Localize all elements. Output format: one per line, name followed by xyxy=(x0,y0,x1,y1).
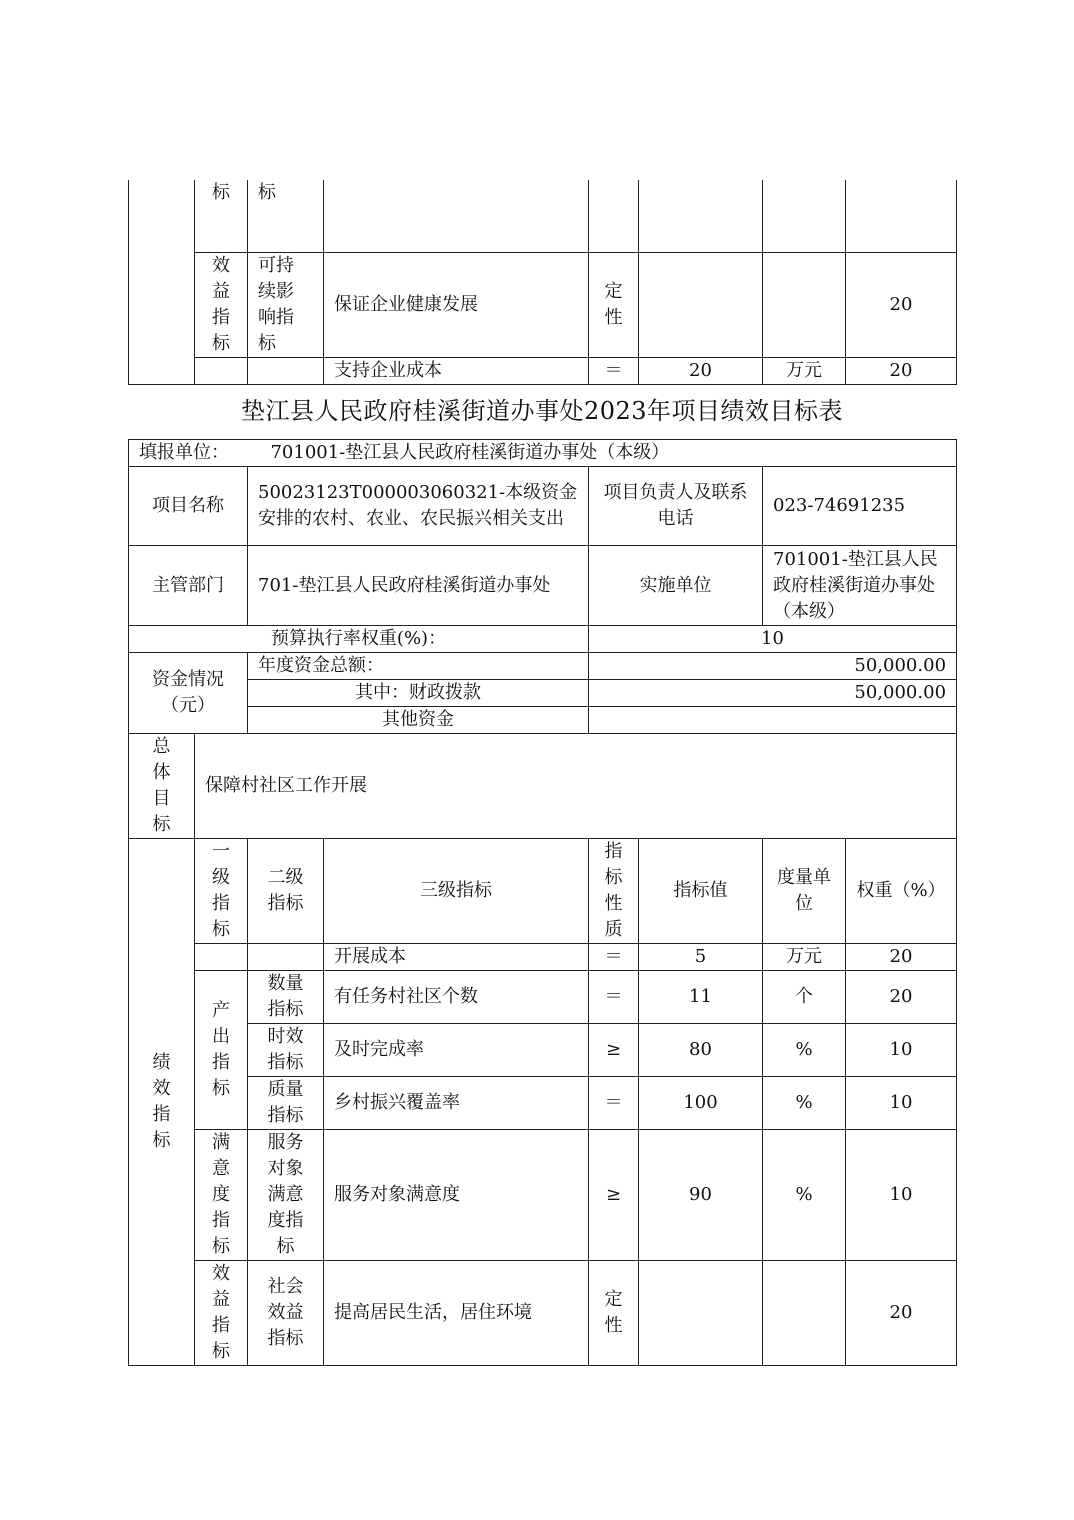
value-cell: 20 xyxy=(639,357,763,384)
table-row xyxy=(129,1077,957,1130)
value-cell: 90 xyxy=(639,1130,763,1261)
performance-target-table xyxy=(128,439,957,1366)
header-level2: 二级 指标 xyxy=(248,839,324,944)
impl-value: 701001-垫江县人民政府桂溪街道办事处（本级） xyxy=(763,546,957,626)
level2-cell xyxy=(248,944,324,971)
value-cell: 11 xyxy=(639,971,763,1024)
unit-cell xyxy=(763,252,846,357)
nature-cell: ≥ xyxy=(589,1024,639,1077)
header-unit: 度量单 位 xyxy=(763,839,846,944)
weight-cell: 20 xyxy=(846,252,957,357)
header-nature: 指 标 性 质 xyxy=(589,839,639,944)
filler-label: 填报单位： xyxy=(139,442,229,463)
level3-cell: 及时完成率 xyxy=(324,1024,589,1077)
level1-cell: 满 意 度 指 标 xyxy=(195,1130,248,1261)
unit-cell: % xyxy=(763,1024,846,1077)
level3-cell: 提高居民生活，居住环境 xyxy=(324,1261,589,1366)
unit-cell xyxy=(763,1261,846,1366)
value-cell xyxy=(639,1261,763,1366)
value-cell: 5 xyxy=(639,944,763,971)
nature-cell: 定 性 xyxy=(589,252,639,357)
funds-fiscal-label: 其中：财政拨款 xyxy=(248,680,589,707)
table-row xyxy=(129,1024,957,1077)
unit-cell: 个 xyxy=(763,971,846,1024)
value-cell xyxy=(639,180,763,252)
nature-cell: ＝ xyxy=(589,1077,639,1130)
value-cell: 80 xyxy=(639,1024,763,1077)
weight-cell: 10 xyxy=(846,1130,957,1261)
weight-cell: 20 xyxy=(846,357,957,384)
nature-cell: ＝ xyxy=(589,971,639,1024)
value-cell xyxy=(639,252,763,357)
perf-label-cell-prev xyxy=(129,180,195,384)
nature-cell xyxy=(589,180,639,252)
table-row xyxy=(129,944,957,971)
weight-cell: 20 xyxy=(846,1261,957,1366)
header-weight: 权重（%） xyxy=(846,839,957,944)
nature-cell: ≥ xyxy=(589,1130,639,1261)
weight-cell: 20 xyxy=(846,944,957,971)
value-cell: 100 xyxy=(639,1077,763,1130)
unit-cell: 万元 xyxy=(763,944,846,971)
level1-cell xyxy=(195,357,248,384)
funds-total-value: 50,000.00 xyxy=(589,653,957,680)
level3-cell: 开展成本 xyxy=(324,944,589,971)
weight-cell xyxy=(846,180,957,252)
level3-cell: 有任务村社区个数 xyxy=(324,971,589,1024)
weight-cell: 10 xyxy=(846,1077,957,1130)
level2-cell: 可持 续影 响指 标 xyxy=(248,252,324,357)
unit-cell: % xyxy=(763,1130,846,1261)
level2-cell: 质量 指标 xyxy=(248,1077,324,1130)
funds-total-label: 年度资金总额： xyxy=(248,653,589,680)
funds-other-value xyxy=(589,707,957,734)
header-level1: 一 级 指 标 xyxy=(195,839,248,944)
weight-cell: 20 xyxy=(846,971,957,1024)
header-level3: 三级指标 xyxy=(324,839,589,944)
level2-cell: 服务 对象 满意 度指 标 xyxy=(248,1130,324,1261)
level3-cell: 乡村振兴覆盖率 xyxy=(324,1077,589,1130)
previous-table-continuation xyxy=(128,180,957,385)
level3-cell xyxy=(324,180,589,252)
table-row xyxy=(129,971,957,1024)
page-title: 垫江县人民政府桂溪街道办事处2023年项目绩效目标表 xyxy=(240,397,844,425)
goal-value: 保障村社区工作开展 xyxy=(195,734,957,839)
level2-cell: 标 xyxy=(248,180,324,252)
filler-row xyxy=(129,440,957,467)
nature-cell: 定 性 xyxy=(589,1261,639,1366)
level3-cell: 保证企业健康发展 xyxy=(324,252,589,357)
budget-weight-value: 10 xyxy=(589,626,957,653)
header-value: 指标值 xyxy=(639,839,763,944)
weight-cell: 10 xyxy=(846,1024,957,1077)
unit-cell: 万元 xyxy=(763,357,846,384)
funds-other-label: 其他资金 xyxy=(248,707,589,734)
goal-label: 总 体 目 标 xyxy=(129,734,195,839)
project-name-value: 50023123T000003060321-本级资金安排的农村、农业、农民振兴相关支出 xyxy=(248,467,589,546)
level3-cell: 服务对象满意度 xyxy=(324,1130,589,1261)
level1-cell: 标 xyxy=(195,180,248,252)
level2-cell: 社会 效益 指标 xyxy=(248,1261,324,1366)
table-row xyxy=(129,1261,957,1366)
filler-value: 701001-垫江县人民政府桂溪街道办事处（本级） xyxy=(270,442,670,463)
nature-cell: ＝ xyxy=(589,944,639,971)
level1-cell: 效 益 指 标 xyxy=(195,252,248,357)
nature-cell: ＝ xyxy=(589,357,639,384)
dept-label: 主管部门 xyxy=(129,546,248,626)
contact-value: 023-74691235 xyxy=(763,467,957,546)
impl-label: 实施单位 xyxy=(589,546,763,626)
unit-cell xyxy=(763,180,846,252)
level1-cell xyxy=(195,944,248,971)
contact-label: 项目负责人及联系电话 xyxy=(589,467,763,546)
level2-cell: 时效 指标 xyxy=(248,1024,324,1077)
level2-cell xyxy=(248,357,324,384)
unit-cell: % xyxy=(763,1077,846,1130)
funds-fiscal-value: 50,000.00 xyxy=(589,680,957,707)
project-name-label: 项目名称 xyxy=(129,467,248,546)
dept-value: 701-垫江县人民政府桂溪街道办事处 xyxy=(248,546,589,626)
budget-weight-label: 预算执行率权重(%)： xyxy=(129,626,589,653)
level1-cell: 产 出 指 标 xyxy=(195,971,248,1130)
funds-label: 资金情况 （元） xyxy=(129,653,248,734)
level2-cell: 数量 指标 xyxy=(248,971,324,1024)
perf-label: 绩 效 指 标 xyxy=(129,839,195,1366)
table-row xyxy=(129,1130,957,1261)
level1-cell: 效 益 指 标 xyxy=(195,1261,248,1366)
level3-cell: 支持企业成本 xyxy=(324,357,589,384)
